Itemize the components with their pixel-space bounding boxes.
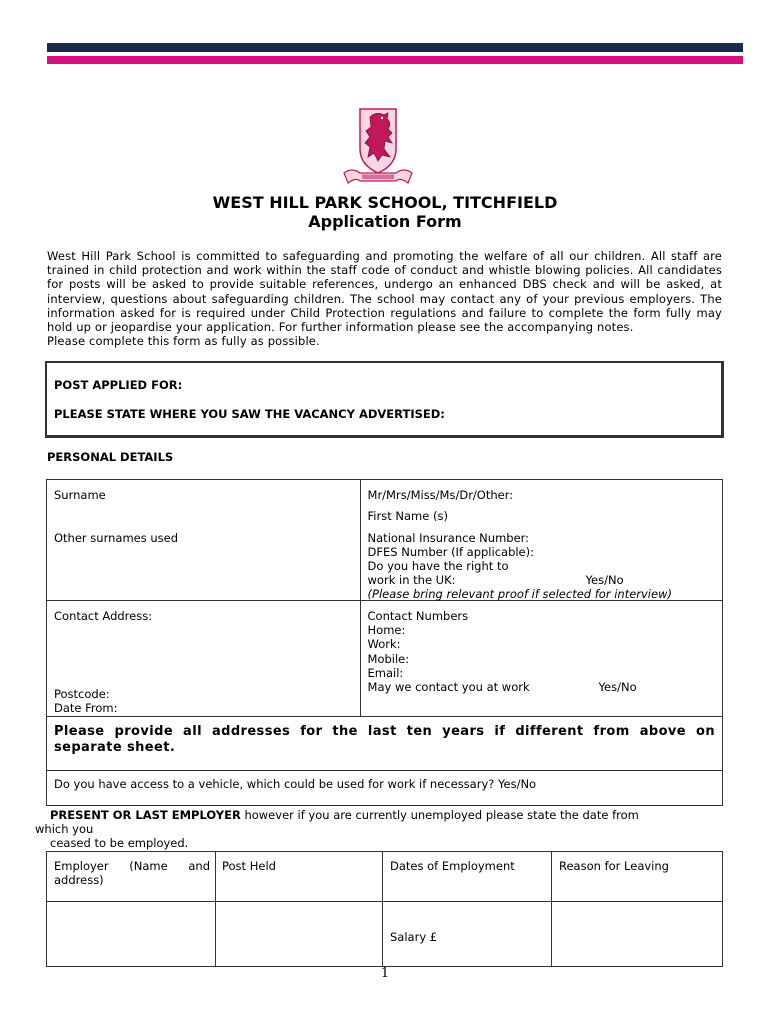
employer-heading-bold: PRESENT OR LAST EMPLOYER: [50, 808, 241, 822]
personal-details-table: [46, 479, 723, 806]
employer-name-field[interactable]: [47, 902, 216, 967]
personal-details-heading: PERSONAL DETAILS: [47, 450, 174, 464]
post-applied-box: [45, 361, 724, 438]
header-band-pink: [47, 56, 743, 64]
contact-numbers-cell[interactable]: [360, 601, 722, 717]
employer-heading-rest-2: which you: [35, 822, 94, 836]
reason-field[interactable]: [552, 902, 723, 967]
right-to-work-label-2: work in the UK:: [367, 573, 456, 587]
surname-label: Surname: [54, 488, 106, 502]
form-title: Application Form: [308, 212, 462, 231]
surname-cell[interactable]: [47, 480, 361, 601]
work-phone-label: Work:: [367, 637, 401, 651]
postcode-label: Postcode:: [54, 687, 110, 701]
intro-paragraph: West Hill Park School is committed to safeguarding and promoting the welfare of all our children. All staff are trained in child protection and work within the staff code of conduct and whistle blowing policies. All candidates for posts will be asked to provide suitable references, undergo an enhanced DBS check and will be asked, at interview, questions about safeguarding children. The school may contact any of your previous employers. The information asked for is required under Child Protection regulations and failure to complete the form fully may hold up or jeopardise your application. For further information please see the accompanying notes.: [47, 249, 722, 335]
employer-table: [46, 851, 723, 967]
school-crest-icon: [338, 103, 418, 191]
home-phone-label: Home:: [367, 623, 406, 637]
other-surnames-label: Other surnames used: [54, 531, 179, 545]
intro-instruction: Please complete this form as fully as possible.: [47, 334, 320, 349]
contact-at-work-label: May we contact you at work: [367, 680, 530, 694]
col-reason-header: Reason for Leaving: [552, 852, 723, 902]
vehicle-question[interactable]: Do you have access to a vehicle, which could be used for work if necessary? Yes/No: [47, 771, 723, 806]
mobile-phone-label: Mobile:: [367, 652, 410, 666]
name-details-cell[interactable]: [360, 480, 722, 601]
employer-heading: [35, 808, 725, 850]
right-to-work-label-1: Do you have the right to: [367, 559, 509, 573]
addresses-note: Please provide all addresses for the last ten years if different from above on separate sheet.: [47, 717, 723, 771]
first-name-label: First Name (s): [367, 509, 448, 523]
employer-heading-rest-3: ceased to be employed.: [50, 836, 189, 850]
school-name: WEST HILL PARK SCHOOL, TITCHFIELD: [212, 193, 558, 212]
contact-address-label: Contact Address:: [54, 609, 153, 623]
title-label: Mr/Mrs/Miss/Ms/Dr/Other:: [367, 488, 514, 502]
header-band-navy: [47, 43, 743, 52]
email-label: Email:: [367, 666, 404, 680]
contact-numbers-label: Contact Numbers: [367, 609, 469, 623]
proof-note: (Please bring relevant proof if selected for interview): [367, 587, 672, 601]
vacancy-source-label: PLEASE STATE WHERE YOU SAW THE VACANCY ADVERTISED:: [54, 407, 445, 421]
col-employer-header: Employer (Name and address): [47, 852, 216, 902]
date-from-label: Date From:: [54, 701, 118, 715]
right-to-work-yes-no[interactable]: Yes/No: [585, 573, 624, 587]
col-dates-header: Dates of Employment: [383, 852, 552, 902]
dfes-number-label: DFES Number (If applicable):: [367, 545, 534, 559]
post-applied-label: POST APPLIED FOR:: [54, 378, 183, 392]
dates-field[interactable]: [383, 902, 552, 967]
contact-address-cell[interactable]: [47, 601, 361, 717]
page-number: 1: [380, 966, 390, 981]
salary-label: Salary £: [390, 930, 438, 944]
ni-number-label: National Insurance Number:: [367, 531, 530, 545]
contact-at-work-yes-no[interactable]: Yes/No: [598, 680, 637, 694]
employer-heading-rest-1: however if you are currently unemployed please state the date from: [240, 808, 639, 822]
post-held-field[interactable]: [216, 902, 383, 967]
col-post-header: Post Held: [216, 852, 383, 902]
intro-text: [47, 249, 722, 348]
